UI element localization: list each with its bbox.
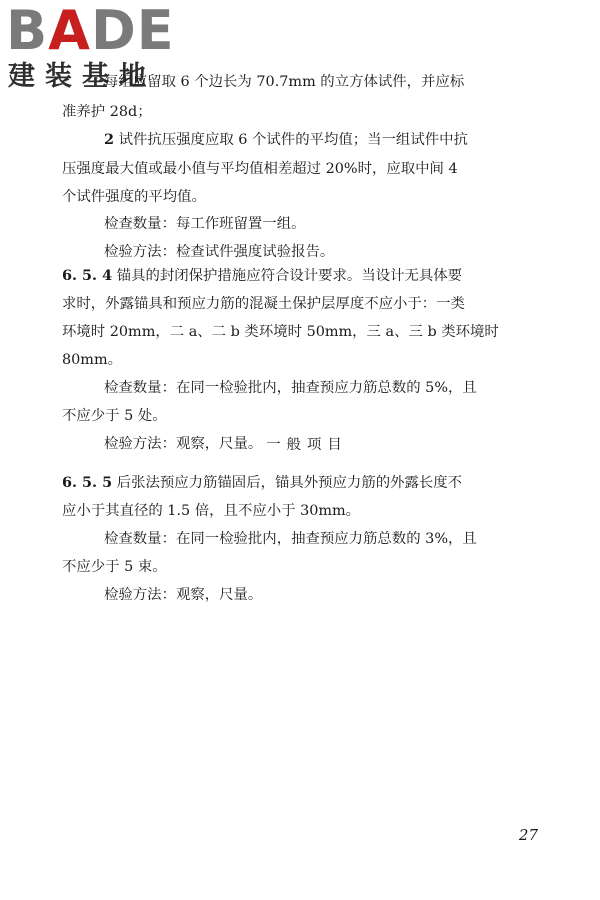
page-number: 27 [518, 826, 538, 844]
clause-6-5-4: 6. 5. 4 锚具的封闭保护措施应符合设计要求。当设计无具体要 [62, 267, 463, 284]
text-line: 检验方法：观察，尺量。 [104, 587, 263, 603]
text-line: 检验方法：观察，尺量。 [104, 436, 263, 452]
text-line: 检查数量：在同一检验批内，抽查预应力筋总数的 3%，且 [104, 531, 477, 547]
text-line: 每组应留取 6 个边长为 70.7mm 的立方体试件，并应标 [104, 74, 465, 90]
section-heading: 一般项目 [266, 437, 348, 453]
text-line: 求时，外露锚具和预应力筋的混凝土保护层厚度不应小于：一类 [62, 296, 465, 312]
text-line: 压强度最大值或最小值与平均值相差超过 20%时，应取中间 4 [62, 161, 458, 177]
clause-6-5-5: 6. 5. 5 后张法预应力筋锚固后，锚具外预应力筋的外露长度不 [62, 474, 463, 491]
text-line: 应小于其直径的 1.5 倍，且不应小于 30mm。 [62, 503, 361, 519]
text-line: 检查数量：每工作班留置一组。 [104, 216, 306, 232]
text-line: 不应少于 5 束。 [62, 559, 167, 575]
clause-2: 2 试件抗压强度应取 6 个试件的平均值；当一组试件中抗 [104, 131, 468, 148]
logo-tagline: 建装基地 [8, 61, 156, 92]
text-line: 80mm。 [62, 352, 122, 368]
logo-wordmark: BADE [6, 0, 175, 62]
text-line: 检查数量：在同一检验批内，抽查预应力筋总数的 5%，且 [104, 380, 477, 396]
text-line: 个试件强度的平均值。 [62, 189, 206, 205]
text-line: 不应少于 5 处。 [62, 408, 167, 424]
text-line: 环境时 20mm，二 a、二 b 类环境时 50mm，三 a、三 b 类环境时 [62, 324, 499, 340]
text-line: 准养护 28d； [62, 104, 152, 120]
text-line: 检验方法：检查试件强度试验报告。 [104, 244, 335, 260]
